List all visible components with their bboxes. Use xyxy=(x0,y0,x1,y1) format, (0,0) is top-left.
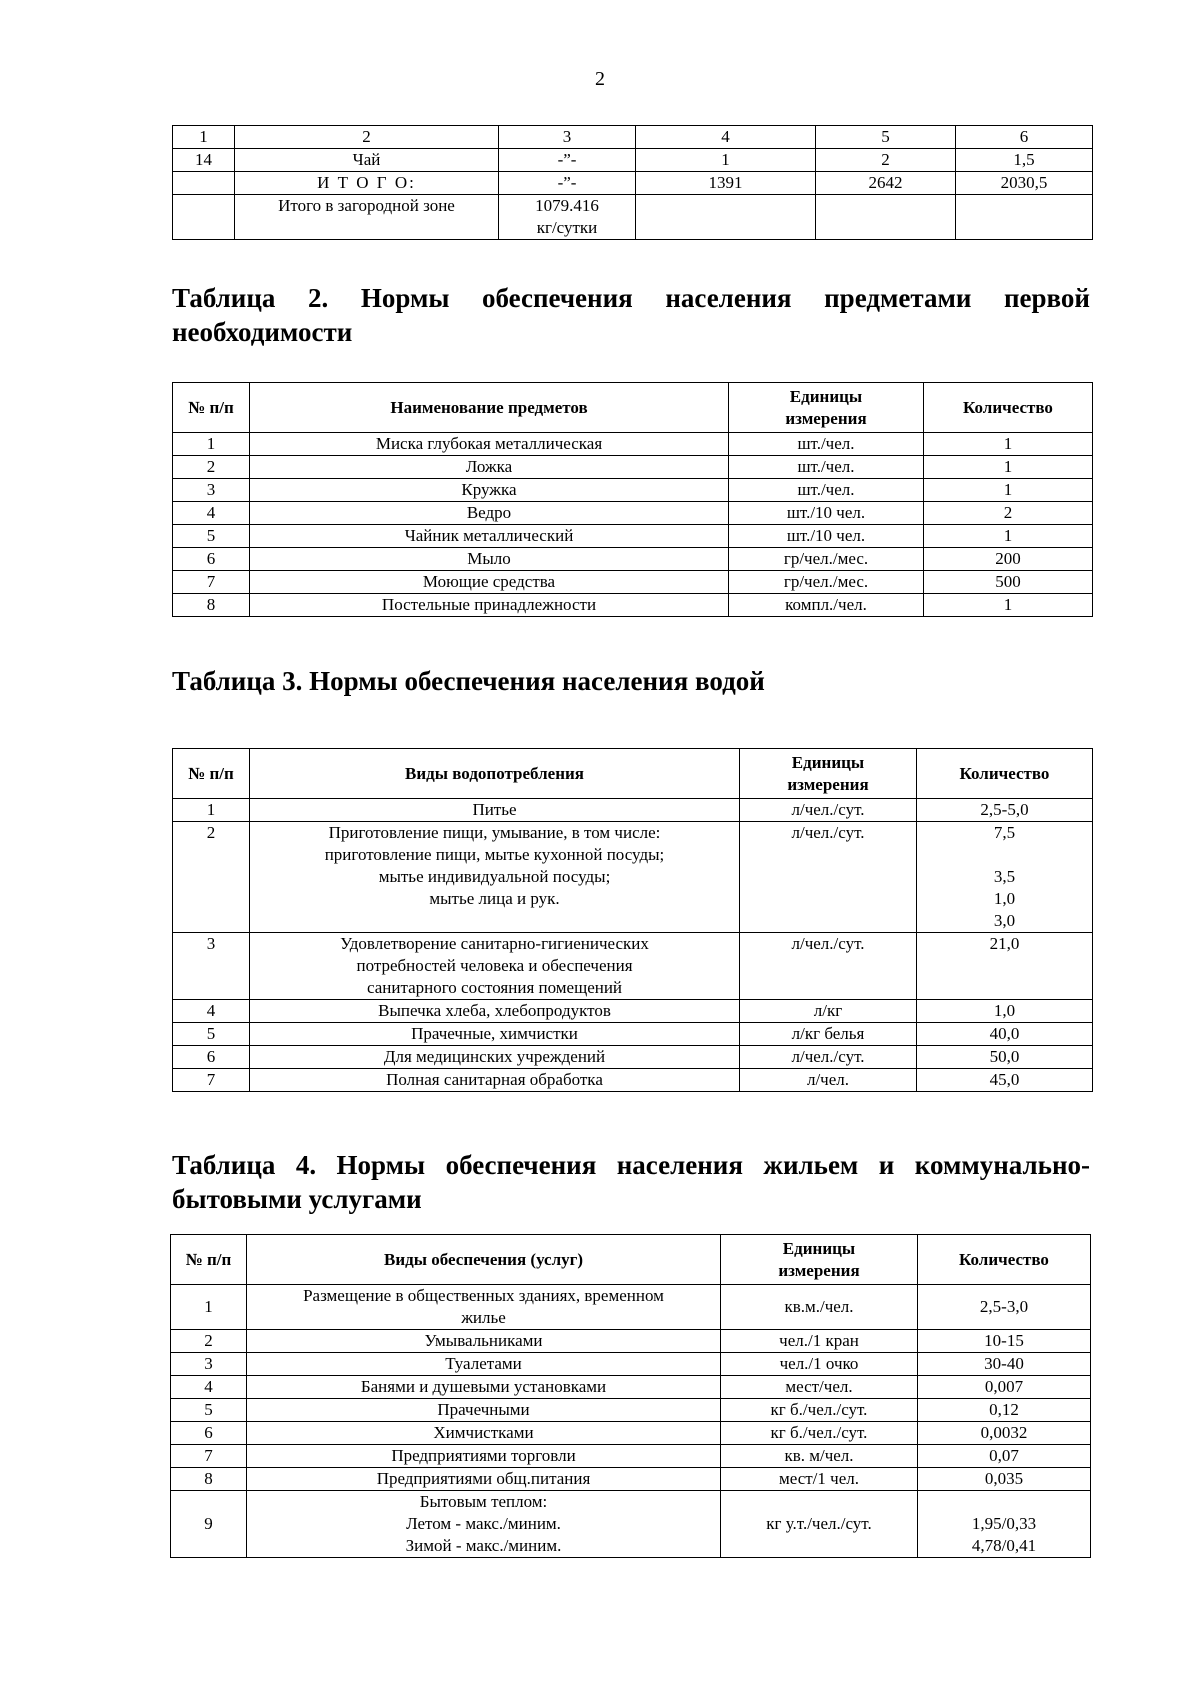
table-cell xyxy=(173,172,235,195)
cell-line: Размещение в общественных зданиях, временном xyxy=(303,1286,664,1305)
num-header: № п/п xyxy=(173,383,250,433)
table2-title: Таблица 2. Нормы обеспечения населения предметами первой необходимости xyxy=(172,283,1090,347)
table-cell: гр/чел./мес. xyxy=(729,571,924,594)
table-cell: 30-40 xyxy=(918,1353,1091,1376)
table-cell xyxy=(250,933,740,1000)
table-row xyxy=(173,1046,1093,1069)
table-cell xyxy=(247,1491,721,1558)
table-cell: 45,0 xyxy=(917,1069,1093,1092)
col-1-header: 1 xyxy=(173,126,235,149)
table-cell: Прачечными xyxy=(247,1399,721,1422)
table-cell: 5 xyxy=(173,1023,250,1046)
cell-line: жилье xyxy=(461,1308,506,1327)
table-cell: шт./чел. xyxy=(729,456,924,479)
table-row xyxy=(171,1353,1091,1376)
table-cell: 5 xyxy=(171,1399,247,1422)
total-row xyxy=(173,172,1093,195)
table-cell: 2 xyxy=(173,822,250,933)
table-cell: 7 xyxy=(171,1445,247,1468)
table-cell: кг у.т./чел./сут. xyxy=(721,1491,918,1558)
table-row xyxy=(173,126,1093,149)
zone-total-value-line2: кг/сутки xyxy=(536,218,598,237)
table-cell: 2030,5 xyxy=(956,172,1093,195)
unit-header xyxy=(729,383,924,433)
table-cell: кг б./чел./сут. xyxy=(721,1422,918,1445)
table-cell: 1391 xyxy=(636,172,816,195)
cell-line: мытье лица и рук. xyxy=(429,889,560,908)
table-cell: Предприятиями общ.питания xyxy=(247,1468,721,1491)
table-cell: 2,5-3,0 xyxy=(918,1285,1091,1330)
table-cell: 8 xyxy=(171,1468,247,1491)
table-row xyxy=(173,479,1093,502)
table-cell: Питье xyxy=(250,799,740,822)
table1 xyxy=(172,125,1093,240)
table-cell: 3 xyxy=(173,479,250,502)
col-6-header: 6 xyxy=(956,126,1093,149)
table-cell: Постельные принадлежности xyxy=(250,594,729,617)
table-header-row xyxy=(171,1235,1091,1285)
table-cell: 1 xyxy=(924,594,1093,617)
table-cell: 6 xyxy=(173,1046,250,1069)
table-cell: Чайник металлический xyxy=(250,525,729,548)
table-cell: Выпечка хлеба, хлебопродуктов xyxy=(250,1000,740,1023)
table-cell xyxy=(816,195,956,240)
unit-header-line1: Единицы xyxy=(791,752,865,772)
table-cell: 2,5-5,0 xyxy=(917,799,1093,822)
cell-line: приготовление пищи, мытье кухонной посуды; xyxy=(324,845,665,864)
table-cell: 1 xyxy=(924,479,1093,502)
table-cell: Банями и душевыми установками xyxy=(247,1376,721,1399)
table-cell: 7 xyxy=(173,1069,250,1092)
table4 xyxy=(170,1234,1091,1558)
cell-line: санитарного состояния помещений xyxy=(366,978,623,997)
cell-line xyxy=(921,844,1088,866)
table-cell: гр/чел./мес. xyxy=(729,548,924,571)
col-3-header: 3 xyxy=(499,126,636,149)
table-cell: л/кг белья xyxy=(740,1023,917,1046)
cell-line: Приготовление пищи, умывание, в том числе: xyxy=(328,823,661,842)
table-cell: -”- xyxy=(499,172,636,195)
table-cell xyxy=(636,195,816,240)
table-cell: 1 xyxy=(173,433,250,456)
table-cell: кв. м/чел. xyxy=(721,1445,918,1468)
table-cell xyxy=(917,822,1093,933)
table-cell: 1 xyxy=(924,525,1093,548)
table-header-row xyxy=(173,383,1093,433)
table-cell: 1 xyxy=(636,149,816,172)
table-cell: Мыло xyxy=(250,548,729,571)
name-header: Наименование предметов xyxy=(250,383,729,433)
table-row xyxy=(171,1468,1091,1491)
table-row xyxy=(173,1069,1093,1092)
zone-total-value-line1: 1079.416 xyxy=(535,196,599,215)
table3 xyxy=(172,748,1093,1092)
unit-header xyxy=(740,749,917,799)
table-row xyxy=(173,594,1093,617)
table-cell xyxy=(956,195,1093,240)
table-cell: 3 xyxy=(171,1353,247,1376)
table-row xyxy=(171,1399,1091,1422)
table-cell: 1 xyxy=(924,456,1093,479)
unit-header-line2: измерения xyxy=(785,408,867,428)
table-cell: 10-15 xyxy=(918,1330,1091,1353)
table-cell: шт./чел. xyxy=(729,433,924,456)
table-cell: л/чел./сут. xyxy=(740,822,917,933)
table-row xyxy=(173,525,1093,548)
table-row xyxy=(171,1491,1091,1558)
table-cell: 14 xyxy=(173,149,235,172)
table-row xyxy=(173,799,1093,822)
table-cell: 5 xyxy=(173,525,250,548)
table-cell: л/чел./сут. xyxy=(740,1046,917,1069)
cell-line: Удовлетворение санитарно-гигиенических xyxy=(340,934,649,953)
table-cell: компл./чел. xyxy=(729,594,924,617)
table-cell: 1,5 xyxy=(956,149,1093,172)
table-cell: 2 xyxy=(171,1330,247,1353)
table-row xyxy=(171,1330,1091,1353)
table-row xyxy=(173,933,1093,1000)
table-cell: шт./10 чел. xyxy=(729,525,924,548)
table-cell: Для медицинских учреждений xyxy=(250,1046,740,1069)
cell-line: Зимой - макс./миним. xyxy=(405,1536,562,1555)
unit-header-line1: Единицы xyxy=(782,1238,856,1258)
table-cell: 2 xyxy=(173,456,250,479)
table-cell: шт./10 чел. xyxy=(729,502,924,525)
table-cell: Полная санитарная обработка xyxy=(250,1069,740,1092)
cell-line: Летом - макс./миним. xyxy=(406,1514,561,1533)
table-cell: чел./1 кран xyxy=(721,1330,918,1353)
table3-title: Таблица 3. Нормы обеспечения населения водой xyxy=(172,666,765,696)
name-header: Виды обеспечения (услуг) xyxy=(247,1235,721,1285)
table-cell: 2 xyxy=(924,502,1093,525)
table-cell: Кружка xyxy=(250,479,729,502)
table-row xyxy=(173,433,1093,456)
page-number: 2 xyxy=(595,68,605,90)
table-cell xyxy=(247,1285,721,1330)
cell-line: 3,0 xyxy=(993,911,1016,930)
table-cell: 1 xyxy=(924,433,1093,456)
zone-total-value xyxy=(499,195,636,240)
table-cell: 200 xyxy=(924,548,1093,571)
table-cell: Прачечные, химчистки xyxy=(250,1023,740,1046)
table-cell: 0,12 xyxy=(918,1399,1091,1422)
table-cell: л/чел./сут. xyxy=(740,933,917,1000)
table-cell xyxy=(250,822,740,933)
table-cell: 21,0 xyxy=(917,933,1093,1000)
table-header-row xyxy=(173,749,1093,799)
table-cell: 6 xyxy=(173,548,250,571)
table-row xyxy=(173,456,1093,479)
qty-header: Количество xyxy=(917,749,1093,799)
table-cell: 9 xyxy=(171,1491,247,1558)
table-cell: 0,035 xyxy=(918,1468,1091,1491)
unit-header xyxy=(721,1235,918,1285)
table-row xyxy=(173,548,1093,571)
table-cell: 4 xyxy=(173,502,250,525)
num-header: № п/п xyxy=(173,749,250,799)
table-row xyxy=(173,571,1093,594)
table-cell: 40,0 xyxy=(917,1023,1093,1046)
table-cell: 4 xyxy=(171,1376,247,1399)
cell-line: 1,95/0,33 xyxy=(971,1514,1037,1533)
cell-line: 7,5 xyxy=(993,823,1016,842)
table-cell: мест/чел. xyxy=(721,1376,918,1399)
table-cell: Химчистками xyxy=(247,1422,721,1445)
table-row xyxy=(173,502,1093,525)
col-2-header: 2 xyxy=(235,126,499,149)
table-cell: кг б./чел./сут. xyxy=(721,1399,918,1422)
table-cell: шт./чел. xyxy=(729,479,924,502)
table-cell: Чай xyxy=(235,149,499,172)
table-cell: Умывальниками xyxy=(247,1330,721,1353)
cell-line: 1,0 xyxy=(993,889,1016,908)
table-cell: Ложка xyxy=(250,456,729,479)
table-cell xyxy=(173,195,235,240)
table-cell: Ведро xyxy=(250,502,729,525)
table-cell: -”- xyxy=(499,149,636,172)
total-label: И Т О Г О: xyxy=(235,172,499,195)
table4-title: Таблица 4. Нормы обеспечения населения жильем и коммунально-бытовыми услугами xyxy=(172,1150,1090,1214)
table-cell: Предприятиями торговли xyxy=(247,1445,721,1468)
table-cell: 0,07 xyxy=(918,1445,1091,1468)
col-5-header: 5 xyxy=(816,126,956,149)
unit-header-line2: измерения xyxy=(778,1260,860,1280)
zone-total-row xyxy=(173,195,1093,240)
table-cell: 2642 xyxy=(816,172,956,195)
table-cell: 500 xyxy=(924,571,1093,594)
table-cell: кв.м./чел. xyxy=(721,1285,918,1330)
table-row xyxy=(171,1376,1091,1399)
table-cell: мест/1 чел. xyxy=(721,1468,918,1491)
table-cell: л/чел. xyxy=(740,1069,917,1092)
table-cell: 50,0 xyxy=(917,1046,1093,1069)
cell-line: Бытовым теплом: xyxy=(419,1492,548,1511)
table-cell: Моющие средства xyxy=(250,571,729,594)
table-cell: л/чел./сут. xyxy=(740,799,917,822)
table-cell: 1,0 xyxy=(917,1000,1093,1023)
table-row xyxy=(171,1422,1091,1445)
cell-line: 3,5 xyxy=(993,867,1016,886)
cell-line: потребностей человека и обеспечения xyxy=(356,956,633,975)
table-row xyxy=(173,822,1093,933)
table-row xyxy=(171,1285,1091,1330)
table-cell: 0,007 xyxy=(918,1376,1091,1399)
table-row xyxy=(171,1445,1091,1468)
table-cell: Миска глубокая металлическая xyxy=(250,433,729,456)
table-row xyxy=(173,1000,1093,1023)
qty-header: Количество xyxy=(924,383,1093,433)
table2 xyxy=(172,382,1093,617)
table-row xyxy=(173,149,1093,172)
table-cell: 1 xyxy=(171,1285,247,1330)
zone-total-label: Итого в загородной зоне xyxy=(235,195,499,240)
table-cell: Туалетами xyxy=(247,1353,721,1376)
qty-header: Количество xyxy=(918,1235,1091,1285)
table-cell: 6 xyxy=(171,1422,247,1445)
table-cell: 1 xyxy=(173,799,250,822)
table-cell: чел./1 очко xyxy=(721,1353,918,1376)
table-cell: 8 xyxy=(173,594,250,617)
table-cell: 3 xyxy=(173,933,250,1000)
unit-header-line1: Единицы xyxy=(789,386,863,406)
table-row xyxy=(173,1023,1093,1046)
table-cell: л/кг xyxy=(740,1000,917,1023)
table-cell: 4 xyxy=(173,1000,250,1023)
table-cell: 0,0032 xyxy=(918,1422,1091,1445)
cell-line: 4,78/0,41 xyxy=(971,1536,1037,1555)
table-cell: 2 xyxy=(816,149,956,172)
col-4-header: 4 xyxy=(636,126,816,149)
name-header: Виды водопотребления xyxy=(250,749,740,799)
table-cell: 7 xyxy=(173,571,250,594)
cell-line: мытье индивидуальной посуды; xyxy=(378,867,611,886)
table-cell xyxy=(918,1491,1091,1558)
unit-header-line2: измерения xyxy=(787,774,869,794)
num-header: № п/п xyxy=(171,1235,247,1285)
